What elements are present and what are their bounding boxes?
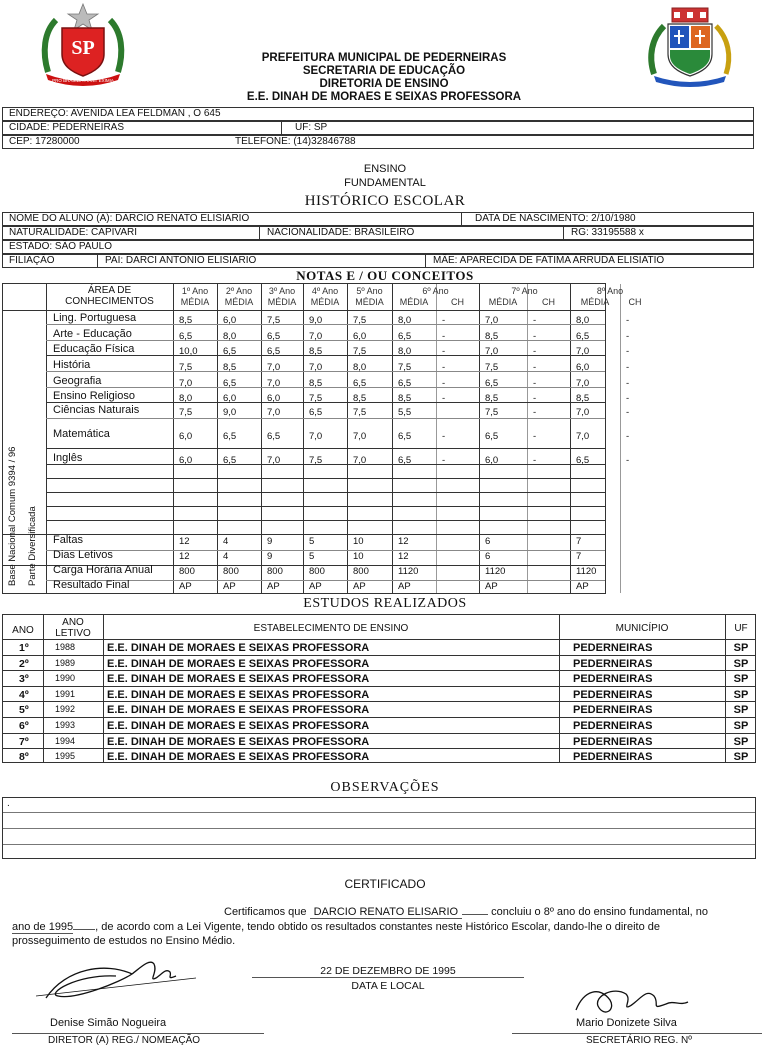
grade-value: -: [626, 393, 630, 404]
grade-value: -: [626, 378, 630, 389]
studies-title: ESTUDOS REALIZADOS: [303, 596, 467, 611]
grade-value: 12: [179, 536, 190, 547]
col-estab: ESTABELECIMENTO DE ENSINO: [253, 623, 409, 634]
grade-value: 12: [398, 551, 409, 562]
grade-value: 5,5: [398, 407, 412, 418]
grade-value: -: [533, 315, 537, 326]
study-letivo: 1992: [55, 704, 76, 715]
grade-value: 800: [309, 566, 325, 577]
study-letivo: 1988: [55, 642, 76, 652]
study-uf: SP: [733, 657, 749, 670]
fundamental-label: FUNDAMENTAL: [344, 177, 426, 189]
grade-value: 7,0: [267, 455, 281, 466]
grade-value: -: [442, 362, 446, 373]
secretary-label: SECRETÁRIO REG. Nº: [586, 1035, 692, 1046]
uf-text: UF: SP: [295, 122, 328, 133]
grade-value: -: [533, 455, 537, 466]
observacoes-box: [2, 797, 756, 859]
col-ano: ANO: [12, 625, 34, 636]
study-letivo: 1994: [55, 735, 76, 746]
grade-value: 6,5: [223, 455, 237, 466]
grade-value: 4: [223, 551, 229, 562]
media-header: MÉDIA: [488, 297, 518, 307]
grade-value: AP: [267, 581, 280, 592]
grade-value: 7,0: [267, 407, 281, 418]
subject-name: Dias Letivos: [53, 549, 113, 561]
year-header: 3º Ano: [268, 286, 296, 296]
address-row: [2, 107, 754, 121]
city-text: CIDADE: PEDERNEIRAS: [9, 122, 125, 133]
grade-value: 7,5: [309, 455, 323, 466]
grade-value: 7,5: [309, 393, 323, 404]
father-name: PAI: DARCI ANTONIO ELISIARIO: [105, 255, 257, 266]
grade-value: 8,5: [576, 393, 590, 404]
study-municipio: PEDERNEIRAS: [573, 751, 653, 764]
grade-value: 6,5: [223, 378, 237, 389]
grade-value: 7: [576, 536, 582, 547]
cert-year: ano de 1995: [12, 921, 74, 933]
grade-value: 8,0: [398, 346, 412, 357]
pederneiras-coat-of-arms-icon: [644, 4, 736, 86]
address-text: ENDEREÇO: AVENIDA LEA FELDMAN , O 645: [9, 108, 221, 119]
grade-value: -: [533, 331, 537, 342]
study-uf: SP: [733, 704, 749, 717]
grade-value: 6,0: [179, 455, 193, 466]
cert-line3: prosseguimento de estudos no Ensino Médio.: [12, 935, 236, 947]
grade-value: 7,0: [485, 315, 499, 326]
study-uf: SP: [733, 673, 749, 686]
col-uf: UF: [734, 623, 748, 634]
phone-text: TELEFONE: (14)32846788: [235, 136, 356, 147]
study-letivo: 1995: [55, 751, 76, 762]
study-uf: SP: [733, 735, 749, 748]
study-estab: E.E. DINAH DE MORAES E SEIXAS PROFESSORA: [107, 751, 370, 764]
cert-date: 22 DE DEZEMBRO DE 1995: [320, 965, 456, 977]
grade-value: 7,0: [576, 407, 590, 418]
grade-value: AP: [398, 581, 411, 592]
study-letivo: 1989: [55, 657, 76, 668]
grade-value: 12: [398, 536, 409, 547]
study-ano: 4º: [19, 688, 29, 701]
certificado-title: CERTIFICADO: [344, 877, 426, 891]
table-row: [3, 639, 755, 655]
grade-value: 7,0: [576, 378, 590, 389]
year-header: 8º Ano: [596, 286, 624, 296]
study-ano: 8º: [19, 751, 29, 764]
table-row: [3, 655, 755, 671]
grade-value: 8,5: [309, 378, 323, 389]
grade-value: 7,0: [267, 362, 281, 373]
grade-value: -: [626, 315, 630, 326]
grade-value: -: [626, 331, 630, 342]
grade-value: -: [533, 346, 537, 357]
cert-line2-b: , de acordo com a Lei Vigente, tendo obtido os resultados constantes neste Histórico Escolar, dando-lhe o direito de: [95, 921, 660, 933]
grade-value: 8,5: [353, 393, 367, 404]
study-estab: E.E. DINAH DE MORAES E SEIXAS PROFESSORA: [107, 720, 370, 732]
subject-name: História: [53, 359, 91, 371]
grade-value: 7,0: [353, 455, 367, 466]
grade-value: 8,0: [353, 362, 367, 373]
grade-value: 7,0: [576, 346, 590, 357]
grade-value: 7,0: [309, 431, 323, 442]
grade-value: 7,5: [485, 407, 499, 418]
subject-name: Ling. Portuguesa: [53, 312, 137, 324]
grade-value: 9: [267, 536, 273, 547]
side-label-div: Parte Diversificada: [27, 506, 38, 586]
cert-line1-b: concluiu o 8º ano do ensino fundamental, no: [491, 906, 708, 918]
media-header: MÉDIA: [580, 297, 610, 307]
grade-value: 7,5: [485, 362, 499, 373]
grade-value: 9,0: [309, 315, 323, 326]
grade-value: 6,0: [223, 315, 237, 326]
grade-value: 7,0: [179, 378, 193, 389]
media-header: MÉDIA: [310, 297, 340, 307]
table-row: [3, 686, 755, 702]
subject-name: Geografia: [53, 375, 102, 387]
filiacao-label: FILIAÇÃO: [9, 255, 55, 266]
study-municipio: PEDERNEIRAS: [573, 642, 653, 654]
study-letivo: 1990: [55, 673, 76, 684]
student-origin-row: [2, 226, 754, 240]
table-row: [3, 670, 755, 686]
header-diretoria: DIRETORIA DE ENSINO: [319, 78, 449, 90]
svg-text:PRO BRASILIA FIANT EXIMIA: PRO BRASILIA FIANT EXIMIA: [52, 78, 114, 83]
grade-value: 6,0: [179, 431, 193, 442]
observacoes-title: OBSERVAÇÕES: [330, 780, 440, 795]
study-ano: 1º: [19, 642, 29, 654]
grade-value: 4: [223, 536, 229, 547]
grade-value: 9,0: [223, 407, 237, 418]
grade-value: 6,5: [309, 407, 323, 418]
grade-value: -: [626, 346, 630, 357]
grade-value: 9: [267, 551, 273, 562]
mother-name: MÃE: APARECIDA DE FATIMA ARRUDA ELISIATIO: [433, 255, 665, 266]
study-municipio: PEDERNEIRAS: [573, 720, 653, 732]
cert-line1: [224, 906, 708, 918]
grade-value: 800: [353, 566, 369, 577]
grade-value: 6,5: [398, 431, 412, 442]
student-state-row: [2, 240, 754, 254]
grade-value: 7: [576, 551, 582, 562]
grade-value: 6,0: [223, 393, 237, 404]
study-municipio: PEDERNEIRAS: [573, 704, 653, 717]
grade-value: 7,0: [267, 378, 281, 389]
study-letivo: 1993: [55, 720, 76, 730]
study-ano: 7º: [19, 735, 29, 748]
sao-paulo-coat-of-arms-icon: [38, 2, 128, 86]
grade-value: 6,5: [576, 455, 590, 466]
grade-value: 7,5: [353, 315, 367, 326]
grade-value: 6,5: [267, 346, 281, 357]
media-header: MÉDIA: [355, 297, 384, 307]
grade-value: AP: [576, 581, 589, 592]
col-letivo-1: ANO: [62, 617, 84, 628]
grade-value: 7,5: [353, 407, 367, 418]
subject-name: Carga Horária Anual: [53, 564, 153, 576]
cert-line1-a: Certificamos que: [224, 906, 307, 918]
year-header: 1º Ano: [181, 286, 209, 296]
study-letivo: 1991: [55, 688, 76, 699]
study-estab: E.E. DINAH DE MORAES E SEIXAS PROFESSORA: [107, 673, 370, 686]
col-mun: MUNICÍPIO: [615, 623, 669, 634]
grade-value: 6,5: [398, 378, 412, 389]
rg: RG: 33195588 x: [571, 227, 644, 238]
grade-value: 6: [485, 536, 491, 547]
grade-value: 8,5: [398, 393, 412, 404]
year-header: 7º Ano: [511, 286, 538, 296]
grade-value: AP: [309, 581, 322, 592]
grade-value: 5: [309, 536, 315, 547]
subject-name: Arte - Educação: [53, 328, 132, 340]
grade-value: 12: [179, 551, 190, 562]
study-municipio: PEDERNEIRAS: [573, 688, 653, 701]
grade-value: AP: [353, 581, 366, 592]
year-header: 2º Ano: [225, 286, 253, 296]
grade-value: 8,5: [485, 331, 499, 342]
grade-value: -: [626, 362, 630, 373]
subject-name: Educação Física: [53, 343, 135, 355]
subject-name: Ciências Naturais: [53, 404, 140, 416]
table-row: [3, 701, 755, 717]
cert-date-label: DATA E LOCAL: [351, 980, 425, 992]
ch-header: CH: [542, 297, 555, 307]
historico-title: HISTÓRICO ESCOLAR: [304, 193, 466, 209]
grade-value: -: [626, 431, 630, 442]
grade-value: 7,5: [353, 346, 367, 357]
grade-value: 6,0: [267, 393, 281, 404]
year-header: 6º Ano: [422, 286, 449, 296]
header-secretaria: SECRETARIA DE EDUCAÇÃO: [302, 65, 466, 77]
study-municipio: PEDERNEIRAS: [573, 735, 653, 748]
grade-value: 7,5: [398, 362, 412, 373]
grade-value: -: [442, 431, 446, 442]
svg-text:SP: SP: [71, 37, 95, 59]
grade-value: -: [626, 455, 630, 466]
grade-value: 6,5: [398, 331, 412, 342]
grade-value: 6,5: [267, 331, 281, 342]
grade-value: 6,0: [576, 362, 590, 373]
media-header: MÉDIA: [267, 297, 297, 307]
grade-value: 7,0: [576, 431, 590, 442]
cep-text: CEP: 17280000: [9, 136, 80, 147]
director-label: DIRETOR (A) REG./ NOMEAÇÃO: [48, 1035, 201, 1046]
header-school: E.E. DINAH DE MORAES E SEIXAS PROFESSORA: [246, 91, 522, 103]
grade-value: 6,5: [485, 378, 499, 389]
grade-value: 1120: [485, 566, 506, 577]
birth-date: DATA DE NASCIMENTO: 2/10/1980: [475, 213, 636, 224]
grade-value: 6,5: [398, 455, 412, 466]
grade-value: 7,5: [179, 407, 193, 418]
grade-value: -: [442, 315, 446, 326]
grade-value: 8,0: [223, 331, 237, 342]
grade-value: 6,5: [353, 378, 367, 389]
subject-name: Resultado Final: [53, 579, 130, 591]
grade-value: 6,0: [353, 331, 367, 342]
study-estab: E.E. DINAH DE MORAES E SEIXAS PROFESSORA: [107, 735, 370, 748]
grade-value: -: [533, 431, 537, 442]
year-header: 4º Ano: [311, 286, 339, 296]
grade-value: 8,5: [485, 393, 499, 404]
grade-value: 6,5: [267, 431, 281, 442]
grade-value: -: [626, 407, 630, 418]
grade-value: 7,0: [485, 346, 499, 357]
grade-value: 8,5: [309, 346, 323, 357]
grade-value: 8,5: [223, 362, 237, 373]
ch-header: CH: [451, 297, 464, 307]
studies-table: [2, 614, 756, 763]
subject-name: Faltas: [53, 534, 83, 546]
director-name: Denise Simão Nogueira: [50, 1017, 167, 1029]
grades-table: [2, 283, 642, 594]
grade-value: 800: [223, 566, 239, 577]
ensino-label: ENSINO: [363, 163, 407, 175]
grade-value: 6,5: [576, 331, 590, 342]
study-uf: SP: [733, 751, 749, 764]
subject-name: Inglês: [53, 452, 83, 464]
study-ano: 2º: [19, 657, 29, 670]
grade-value: -: [533, 362, 537, 373]
header-prefeitura: PREFEITURA MUNICIPAL DE PEDERNEIRAS: [261, 52, 507, 64]
table-row: [3, 748, 755, 764]
grade-value: -: [442, 331, 446, 342]
cep-row: [2, 135, 754, 149]
study-estab: E.E. DINAH DE MORAES E SEIXAS PROFESSORA: [107, 688, 370, 701]
study-municipio: PEDERNEIRAS: [573, 657, 653, 670]
study-estab: E.E. DINAH DE MORAES E SEIXAS PROFESSORA: [107, 657, 370, 670]
grade-value: -: [442, 346, 446, 357]
col-letivo-2: LETIVO: [55, 628, 91, 639]
subject-name: Ensino Religioso: [53, 390, 135, 402]
grade-value: AP: [223, 581, 236, 592]
secretary-name: Mario Donizete Silva: [576, 1017, 677, 1029]
estado: ESTADO: SÃO PAULO: [9, 241, 112, 252]
grade-value: 8,5: [179, 315, 193, 326]
grade-value: 6,5: [223, 346, 237, 357]
grade-value: 800: [267, 566, 283, 577]
grade-value: 10: [353, 536, 364, 547]
ch-header: CH: [628, 297, 642, 307]
grade-value: 7,0: [353, 431, 367, 442]
grade-value: 7,5: [179, 362, 193, 373]
grade-value: 6,5: [179, 331, 193, 342]
area-label-1: ÁREA DE: [87, 285, 132, 296]
grade-value: 8,0: [179, 393, 193, 404]
filiacao-row: [2, 254, 754, 268]
grade-value: -: [442, 393, 446, 404]
grade-value: 7,0: [309, 362, 323, 373]
grade-value: 6,5: [485, 431, 499, 442]
table-row: [3, 733, 755, 749]
grade-value: 8,0: [576, 315, 590, 326]
grade-value: 5: [309, 551, 315, 562]
grade-value: -: [533, 407, 537, 418]
study-estab: E.E. DINAH DE MORAES E SEIXAS PROFESSORA: [107, 642, 370, 654]
grade-value: 1120: [576, 566, 597, 577]
year-header: 5º Ano: [356, 286, 383, 296]
media-header: MÉDIA: [180, 297, 210, 307]
side-label-base: Base Nacional Comum 9394 / 96: [7, 446, 18, 586]
obs-first-line: .: [7, 798, 10, 809]
cert-student-name: DARCIO RENATO ELISARIO: [310, 906, 462, 919]
study-uf: SP: [733, 642, 749, 654]
nacionalidade: NACIONALIDADE: BRASILEIRO: [267, 227, 415, 238]
city-row: [2, 121, 754, 135]
study-municipio: PEDERNEIRAS: [573, 673, 653, 686]
grade-value: 7,0: [309, 331, 323, 342]
study-uf: SP: [733, 720, 749, 732]
study-ano: 3º: [19, 673, 29, 686]
study-ano: 5º: [19, 704, 29, 717]
media-header: MÉDIA: [399, 297, 429, 307]
grade-value: -: [533, 378, 537, 389]
grade-value: -: [533, 393, 537, 404]
study-estab: E.E. DINAH DE MORAES E SEIXAS PROFESSORA: [107, 704, 370, 717]
grade-value: 10,0: [179, 346, 198, 357]
cert-line2: [12, 921, 660, 933]
grade-value: 7,5: [267, 315, 281, 326]
subject-name: Matemática: [53, 428, 110, 440]
media-header: MÉDIA: [224, 297, 254, 307]
naturalidade: NATURALIDADE: CAPIVARI: [9, 227, 137, 238]
director-signature-icon: [36, 938, 206, 1024]
grades-title: NOTAS E / OU CONCEITOS: [296, 268, 474, 283]
student-name-row: [2, 212, 754, 226]
student-name: NOME DO ALUNO (A): DARCIO RENATO ELISIARIO: [9, 213, 250, 224]
grade-value: 6,5: [223, 431, 237, 442]
grade-value: 8,0: [398, 315, 412, 326]
grade-value: 1120: [398, 566, 419, 577]
study-ano: 6º: [19, 720, 29, 732]
study-uf: SP: [733, 688, 749, 701]
grade-value: 800: [179, 566, 195, 577]
grade-value: -: [442, 455, 446, 466]
grade-value: 10: [353, 551, 364, 562]
table-row: [3, 717, 755, 733]
grade-value: -: [442, 378, 446, 389]
grade-value: AP: [179, 581, 192, 592]
grade-value: 6,0: [485, 455, 499, 466]
area-label-2: CONHECIMENTOS: [65, 296, 154, 307]
grade-value: 6: [485, 551, 491, 562]
grade-value: AP: [485, 581, 498, 592]
